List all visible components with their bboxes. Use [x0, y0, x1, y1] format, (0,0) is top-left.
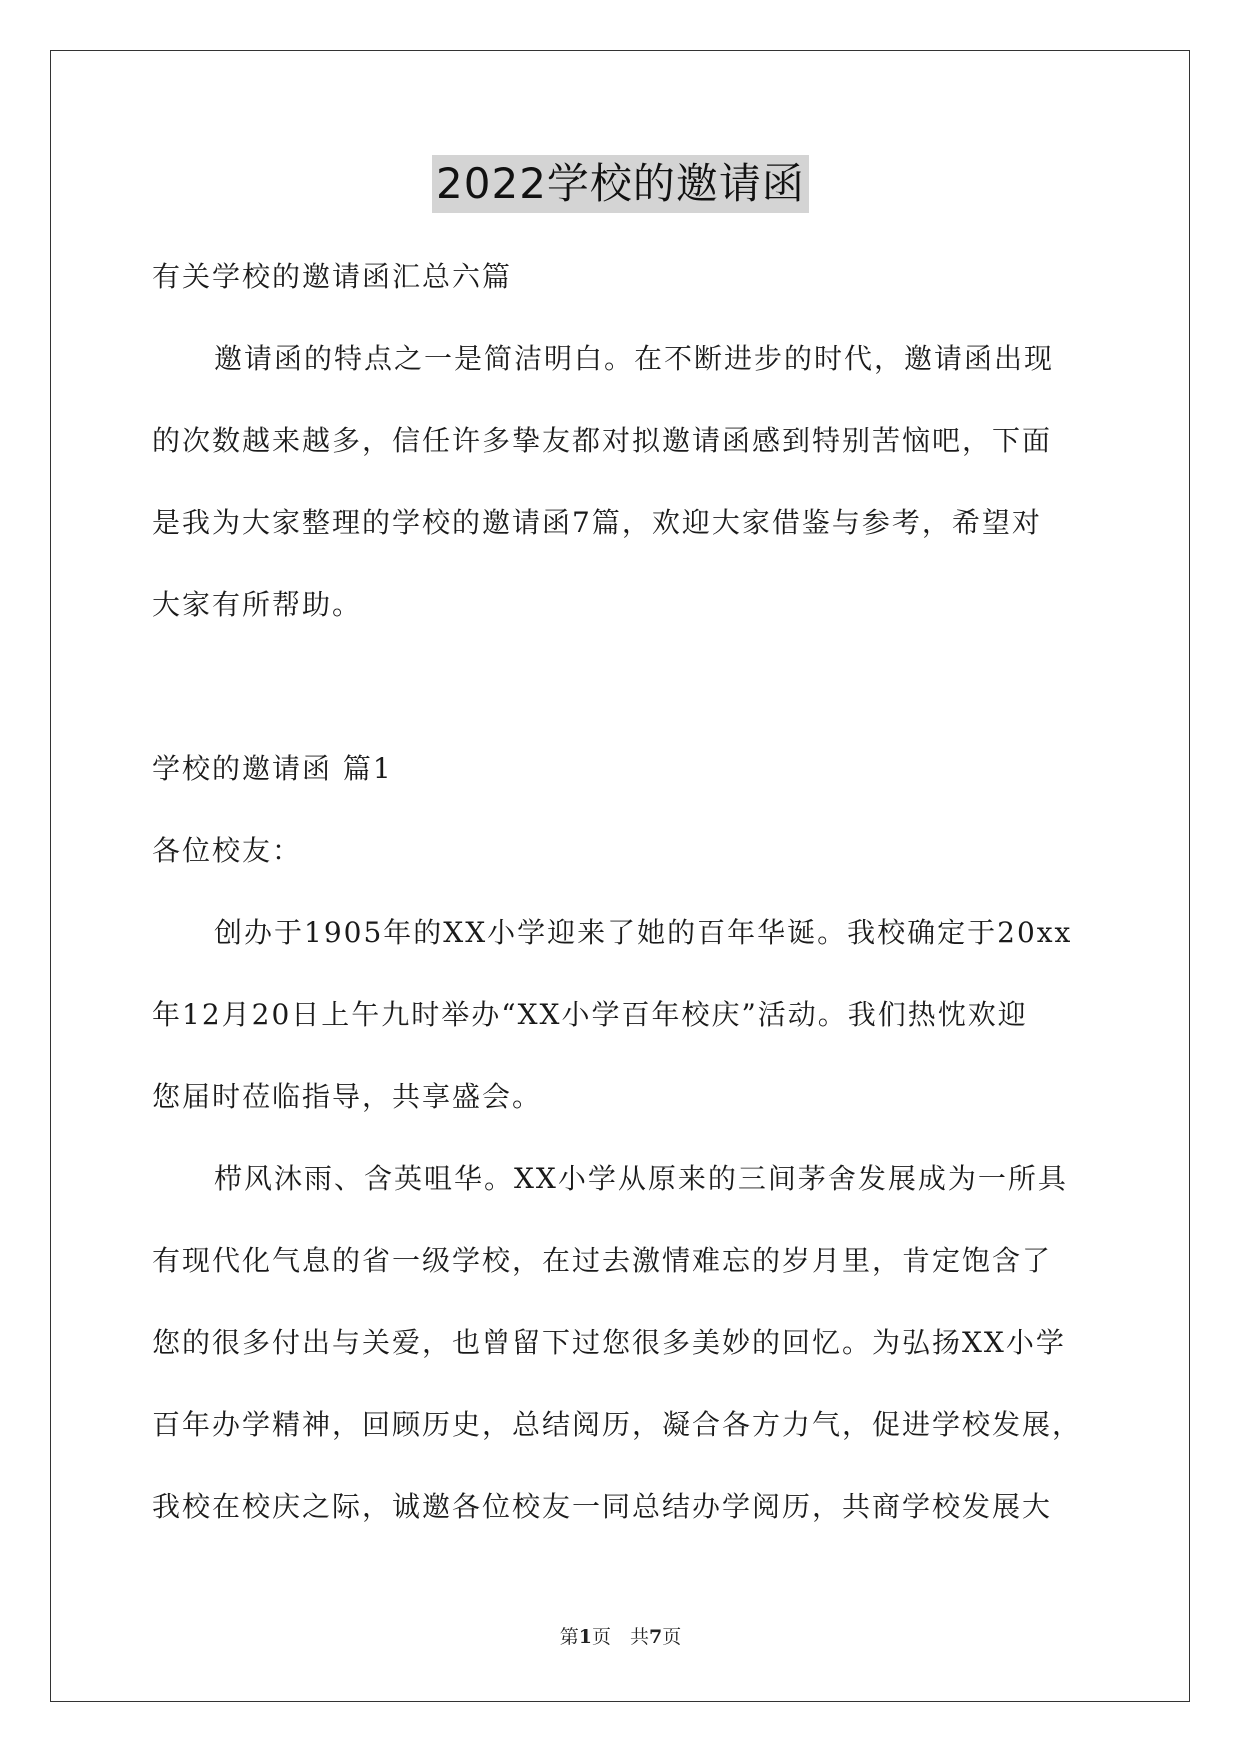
total-pages-number: 7 — [649, 1626, 663, 1648]
blank-line — [152, 646, 1092, 728]
intro-line: 是我为大家整理的学校的邀请函7篇，欢迎大家借鉴与参考，希望对 — [152, 506, 1042, 539]
document-title: 2022学校的邀请函 — [432, 155, 809, 213]
page-prefix: 第 — [559, 1626, 579, 1648]
paragraph-line: 您的很多付出与关爱，也曾留下过您很多美妙的回忆。为弘扬XX小学 — [152, 1326, 1066, 1359]
paragraph-line: 栉风沐雨、含英咀华。XX小学从原来的三间茅舍发展成为一所具 — [214, 1162, 1068, 1195]
page-suffix: 页 — [662, 1626, 682, 1648]
title-container — [0, 155, 1241, 213]
paragraph-line: 百年办学精神，回顾历史，总结阅历，凝合各方力气，促进学校发展， — [152, 1408, 1083, 1441]
paragraph-line: 我校在校庆之际，诚邀各位校友一同总结办学阅历，共商学校发展大 — [152, 1490, 1053, 1523]
page-middle: 页 共 — [591, 1626, 649, 1648]
current-page-number: 1 — [578, 1626, 592, 1648]
salutation: 各位校友： — [152, 834, 303, 867]
paragraph-line: 您届时莅临指导，共享盛会。 — [152, 1080, 543, 1113]
paragraph-line: 年12月20日上午九时举办“XX小学百年校庆”活动。我们热忱欢迎 — [152, 998, 1028, 1031]
intro-line: 大家有所帮助。 — [152, 588, 363, 621]
paragraph-line: 创办于1905年的XX小学迎来了她的百年华诞。我校确定于20xx — [214, 916, 1073, 949]
document-body — [152, 236, 1092, 1548]
section-heading: 学校的邀请函 篇1 — [152, 752, 393, 785]
document-subtitle: 有关学校的邀请函汇总六篇 — [152, 260, 513, 293]
paragraph-line: 有现代化气息的省一级学校，在过去激情难忘的岁月里，肯定饱含了 — [152, 1244, 1053, 1277]
intro-line: 邀请函的特点之一是简洁明白。在不断进步的时代，邀请函出现 — [214, 342, 1055, 375]
intro-line: 的次数越来越多，信任许多挚友都对拟邀请函感到特别苦恼吧，下面 — [152, 424, 1053, 457]
page-footer — [0, 1622, 1241, 1649]
